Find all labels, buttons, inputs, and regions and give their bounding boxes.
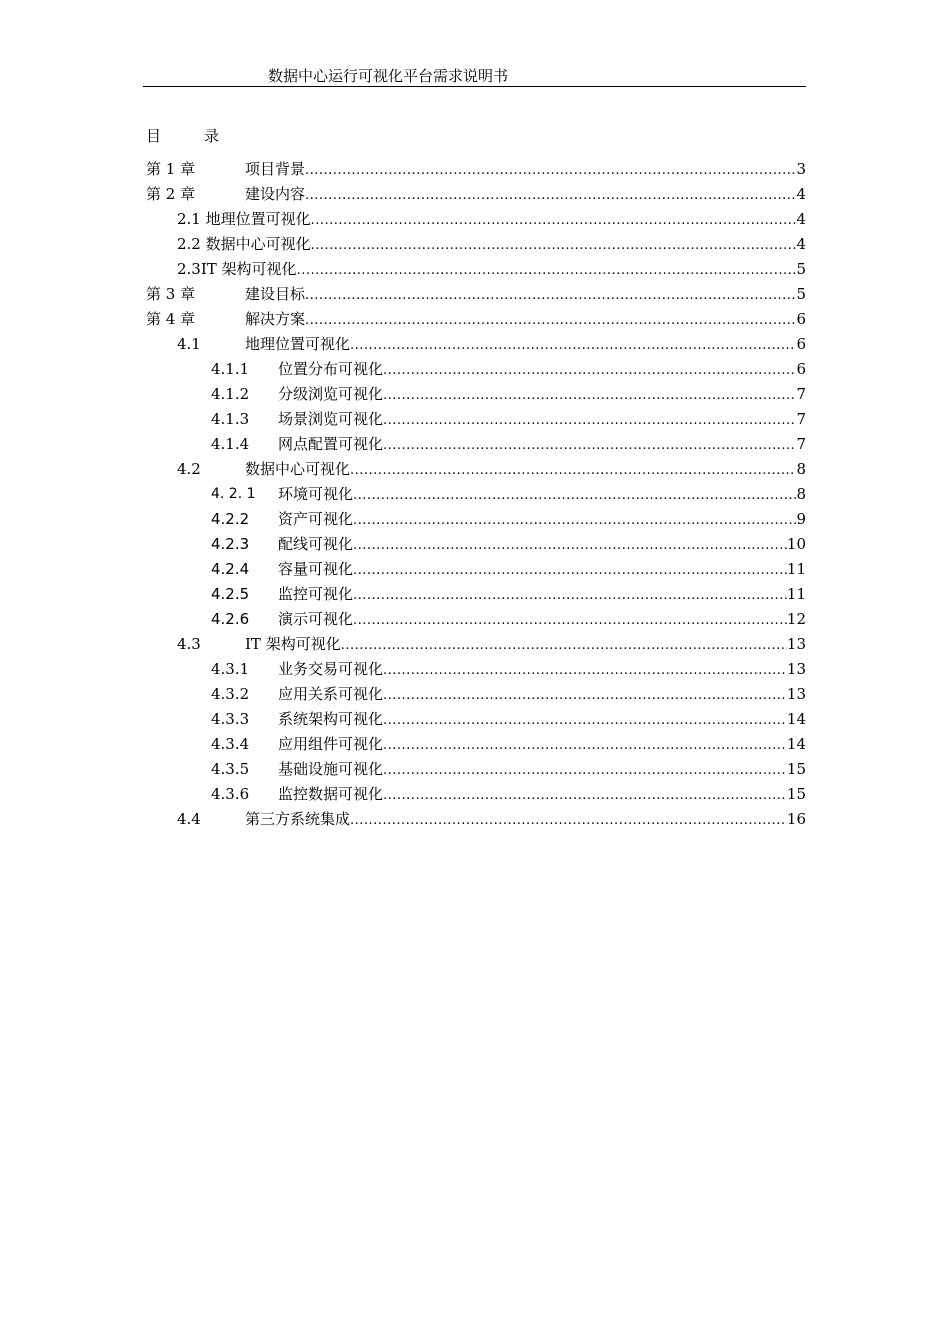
toc-entry-page: 8 xyxy=(796,485,806,503)
toc-title-char-1: 目 xyxy=(146,127,162,145)
leader-dots xyxy=(311,235,797,257)
toc-entry-2-1[interactable] xyxy=(177,208,806,230)
toc-entry-page: 5 xyxy=(796,285,806,303)
toc-entry-4-1-3[interactable] xyxy=(211,408,806,430)
toc-entry-page: 3 xyxy=(796,160,806,178)
toc-entry-number: 4.3.4 xyxy=(211,735,250,753)
toc-entry-number: 第 3 章 xyxy=(146,285,196,303)
toc-entry-number: 4.3.5 xyxy=(211,760,250,778)
toc-entry-page: 7 xyxy=(796,435,806,453)
toc-entry-label: 2.1 地理位置可视化 xyxy=(177,210,311,228)
leader-dots xyxy=(353,560,787,582)
leader-dots xyxy=(353,535,787,557)
toc-entry-page: 14 xyxy=(786,710,806,728)
leader-dots xyxy=(353,485,796,507)
toc-entry-4-3-5[interactable] xyxy=(211,758,806,780)
leader-dots xyxy=(383,785,787,807)
toc-entry-page: 13 xyxy=(786,635,806,653)
toc-entry-label: 2.3IT 架构可视化 xyxy=(177,260,297,278)
toc-entry-number: 4.4 xyxy=(177,810,201,828)
toc-entry-chapter-3[interactable] xyxy=(146,283,806,305)
toc-entry-chapter-4[interactable] xyxy=(146,308,806,330)
leader-dots xyxy=(383,735,787,757)
leader-dots xyxy=(305,285,796,307)
toc-entry-number: 第 4 章 xyxy=(146,310,196,328)
toc-entry-4-2-4[interactable] xyxy=(211,558,806,580)
toc-entry-number: 第 1 章 xyxy=(146,160,196,178)
toc-entry-label: 第三方系统集成 xyxy=(245,810,351,828)
toc-entry-label: 业务交易可视化 xyxy=(278,660,384,678)
leader-dots xyxy=(350,335,796,357)
toc-entry-number: 4.2 xyxy=(177,460,201,478)
toc-title-char-2: 录 xyxy=(204,127,220,145)
toc-entry-page: 6 xyxy=(796,360,806,378)
toc-entry-4-1[interactable] xyxy=(177,333,806,355)
toc-entry-label: 系统架构可视化 xyxy=(278,710,384,728)
toc-entry-4-2-6[interactable] xyxy=(211,608,806,630)
leader-dots xyxy=(353,510,796,532)
toc-entry-page: 4 xyxy=(796,235,806,253)
toc-entry-label: 环境可视化 xyxy=(278,485,354,503)
toc-entry-number: 4. 2. 1 xyxy=(211,486,256,502)
toc-entry-number: 4.1.1 xyxy=(211,360,250,378)
toc-entry-page: 12 xyxy=(786,610,806,628)
leader-dots xyxy=(383,710,787,732)
toc-entry-number: 4.1.4 xyxy=(211,435,250,453)
toc-entry-page: 4 xyxy=(796,185,806,203)
toc-entry-2-2[interactable] xyxy=(177,233,806,255)
toc-entry-page: 6 xyxy=(796,310,806,328)
toc-entry-number: 4.3.2 xyxy=(211,685,250,703)
toc-entry-4-3-4[interactable] xyxy=(211,733,806,755)
toc-entry-label: 监控可视化 xyxy=(278,585,354,603)
leader-dots xyxy=(350,810,787,832)
toc-entry-4-2-3[interactable] xyxy=(211,533,806,555)
toc-entry-page: 15 xyxy=(786,785,806,803)
toc-entry-label: 地理位置可视化 xyxy=(245,335,351,353)
leader-dots xyxy=(383,660,787,682)
toc-entry-label: 应用组件可视化 xyxy=(278,735,384,753)
toc-entry-label: 网点配置可视化 xyxy=(278,435,384,453)
toc-entry-page: 10 xyxy=(786,535,806,553)
leader-dots xyxy=(383,685,787,707)
toc-entry-4-2-5[interactable] xyxy=(211,583,806,605)
toc-entry-4-2[interactable] xyxy=(177,458,806,480)
toc-entry-4-3-1[interactable] xyxy=(211,658,806,680)
toc-entry-number: 4.1.2 xyxy=(211,385,250,403)
toc-entry-number: 4.1.3 xyxy=(211,410,250,428)
toc-entry-number: 4.2.2 xyxy=(211,510,250,528)
toc-entry-page: 16 xyxy=(786,810,806,828)
toc-entry-page: 8 xyxy=(796,460,806,478)
toc-entry-label: 项目背景 xyxy=(245,160,306,178)
header-rule xyxy=(143,86,806,87)
toc-entry-number: 4.3.1 xyxy=(211,660,250,678)
toc-entry-page: 13 xyxy=(786,660,806,678)
leader-dots xyxy=(383,410,796,432)
toc-entry-page: 4 xyxy=(796,210,806,228)
toc-entry-number: 第 2 章 xyxy=(146,185,196,203)
leader-dots xyxy=(305,185,796,207)
toc-entry-4-3-2[interactable] xyxy=(211,683,806,705)
toc-entry-page: 11 xyxy=(786,560,806,578)
toc-entry-label: 配线可视化 xyxy=(278,535,354,553)
toc-entry-page: 7 xyxy=(796,385,806,403)
leader-dots xyxy=(383,385,796,407)
toc-entry-chapter-1[interactable] xyxy=(146,158,806,180)
toc-entry-number: 4.1 xyxy=(177,335,201,353)
toc-entry-label: 基础设施可视化 xyxy=(278,760,384,778)
toc-entry-label: 演示可视化 xyxy=(278,610,354,628)
toc-entry-label: 解决方案 xyxy=(245,310,306,328)
toc-entry-label: 位置分布可视化 xyxy=(278,360,384,378)
toc-entry-4-1-1[interactable] xyxy=(211,358,806,380)
toc-entry-4-1-2[interactable] xyxy=(211,383,806,405)
toc-entry-page: 14 xyxy=(786,735,806,753)
toc-entry-number: 4.2.6 xyxy=(211,610,250,628)
toc-entry-label: 建设内容 xyxy=(245,185,306,203)
toc-entry-page: 9 xyxy=(796,510,806,528)
header-title: 数据中心运行可视化平台需求说明书 xyxy=(268,67,509,85)
toc-entry-page: 15 xyxy=(786,760,806,778)
toc-entry-number: 4.2.4 xyxy=(211,560,250,578)
toc-entry-number: 4.3.6 xyxy=(211,785,250,803)
toc-entry-label: 数据中心可视化 xyxy=(245,460,351,478)
leader-dots xyxy=(350,460,796,482)
leader-dots xyxy=(353,585,787,607)
leader-dots xyxy=(305,160,796,182)
toc-entry-4-1-4[interactable] xyxy=(211,433,806,455)
toc-entry-4-4[interactable] xyxy=(177,808,806,830)
toc-entry-page: 5 xyxy=(796,260,806,278)
toc-entry-label: 容量可视化 xyxy=(278,560,354,578)
toc-entry-label: 2.2 数据中心可视化 xyxy=(177,235,311,253)
toc-entry-label: 分级浏览可视化 xyxy=(278,385,384,403)
toc-entry-label: 建设目标 xyxy=(245,285,306,303)
toc-entry-label: 资产可视化 xyxy=(278,510,354,528)
toc-entry-4-2-1[interactable] xyxy=(211,483,806,505)
leader-dots xyxy=(305,310,796,332)
leader-dots xyxy=(297,260,797,282)
toc-entry-label: 应用关系可视化 xyxy=(278,685,384,703)
leader-dots xyxy=(353,610,787,632)
toc-title xyxy=(146,126,220,146)
toc-entry-4-3[interactable] xyxy=(177,633,806,655)
toc-entry-2-3[interactable] xyxy=(177,258,806,280)
leader-dots xyxy=(383,360,796,382)
toc-entry-number: 4.3.3 xyxy=(211,710,250,728)
leader-dots xyxy=(383,435,796,457)
leader-dots xyxy=(311,210,797,232)
toc-entry-4-2-2[interactable] xyxy=(211,508,806,530)
toc-entry-label: 监控数据可视化 xyxy=(278,785,384,803)
toc-entry-page: 13 xyxy=(786,685,806,703)
toc-entry-label: 场景浏览可视化 xyxy=(278,410,384,428)
toc-entry-number: 4.2.5 xyxy=(211,585,250,603)
toc-entry-4-3-6[interactable] xyxy=(211,783,806,805)
toc-entry-page: 7 xyxy=(796,410,806,428)
toc-entry-page: 6 xyxy=(796,335,806,353)
leader-dots xyxy=(341,635,787,657)
leader-dots xyxy=(383,760,787,782)
toc-entry-page: 11 xyxy=(786,585,806,603)
toc-entry-4-3-3[interactable] xyxy=(211,708,806,730)
toc-entry-number: 4.3 xyxy=(177,635,201,653)
toc-entry-number: 4.2.3 xyxy=(211,535,250,553)
toc-entry-label: IT 架构可视化 xyxy=(245,635,341,653)
toc-entry-chapter-2[interactable] xyxy=(146,183,806,205)
